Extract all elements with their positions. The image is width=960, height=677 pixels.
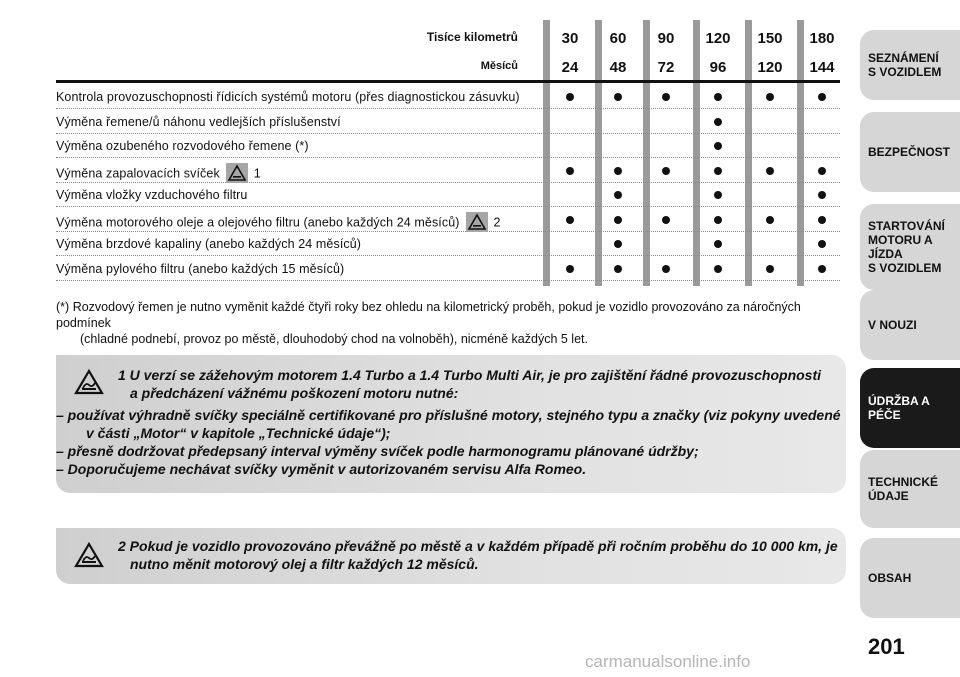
service-dot bbox=[714, 93, 722, 101]
row-label-text: Výměna brzdové kapaliny (anebo každých 24 měsíců) bbox=[56, 237, 362, 251]
months-value: 96 bbox=[709, 59, 727, 76]
row-label bbox=[56, 213, 501, 233]
row-label bbox=[56, 139, 309, 153]
row-ref-number: 1 bbox=[253, 165, 261, 180]
service-dot bbox=[662, 216, 670, 224]
service-dot bbox=[714, 142, 722, 150]
service-dot bbox=[818, 265, 826, 273]
service-dot bbox=[566, 265, 574, 273]
header-km-label: Tisíce kilometrů bbox=[426, 30, 518, 44]
service-dot bbox=[566, 93, 574, 101]
sidebar-tab-label: ÚDAJE bbox=[868, 489, 909, 503]
service-dot bbox=[662, 93, 670, 101]
warning-ref-icon bbox=[226, 163, 248, 183]
footnote-line1: Rozvodový řemen je nutno vyměnit každé čtyři roky bez ohledu na kilometrický proběh, pokud je vozidlo provozováno za náročných podmínek bbox=[56, 300, 801, 330]
months-value: 24 bbox=[561, 59, 579, 76]
sidebar-tab-label: BEZPEČNOST bbox=[868, 145, 951, 159]
months-value: 144 bbox=[809, 59, 835, 76]
sidebar-tab-label: SEZNÁMENÍ bbox=[868, 51, 939, 65]
service-dot bbox=[614, 93, 622, 101]
warning-icon bbox=[74, 369, 104, 395]
km-value: 60 bbox=[609, 30, 627, 47]
sidebar-tab-label: S VOZIDLEM bbox=[868, 261, 942, 275]
note1-bullet3: – Doporučujeme nechávat svíčky vyměnit v autorizovaném servisu Alfa Romeo. bbox=[56, 461, 587, 477]
row-label bbox=[56, 188, 247, 202]
table-row bbox=[56, 256, 840, 281]
service-dot bbox=[614, 240, 622, 248]
page-number: 201 bbox=[868, 634, 905, 659]
service-dot bbox=[566, 216, 574, 224]
table-row bbox=[56, 231, 840, 256]
km-value: 120 bbox=[705, 30, 731, 47]
service-dot bbox=[614, 265, 622, 273]
service-dot bbox=[614, 191, 622, 199]
service-dot bbox=[714, 191, 722, 199]
service-dot bbox=[818, 167, 826, 175]
sidebar-tab-label: TECHNICKÉ bbox=[868, 475, 939, 489]
note-box-1 bbox=[56, 355, 846, 493]
service-dot bbox=[766, 93, 774, 101]
sidebar-tab[interactable] bbox=[860, 204, 960, 290]
service-dot bbox=[566, 167, 574, 175]
months-value: 72 bbox=[657, 59, 675, 76]
row-label bbox=[56, 164, 261, 184]
service-dot bbox=[818, 216, 826, 224]
service-dot bbox=[766, 167, 774, 175]
sidebar-tab[interactable] bbox=[860, 290, 960, 360]
note1-bullet2: – přesně dodržovat předepsaný interval výměny svíček podle harmonogramu plánované údržby; bbox=[56, 443, 699, 459]
sidebar-tab-label: ÚDRŽBA A PÉČE bbox=[868, 394, 930, 422]
service-dot bbox=[662, 265, 670, 273]
sidebar-tab[interactable] bbox=[860, 368, 960, 448]
row-label-text: Výměna řemene/ů náhonu vedlejších příslušenství bbox=[56, 114, 341, 129]
header-rule bbox=[56, 80, 840, 83]
row-label-text: Výměna ozubeného rozvodového řemene (*) bbox=[56, 139, 309, 153]
row-label-text: Výměna pylového filtru (anebo každých 15 měsíců) bbox=[56, 261, 345, 276]
table-row bbox=[56, 158, 840, 183]
service-dot bbox=[818, 191, 826, 199]
note1-bullet1a: – používat výhradně svíčky speciálně certifikované pro příslušné motory, stejného typu a značky (viz pokyny uvedené bbox=[56, 407, 841, 423]
row-ref-number: 2 bbox=[493, 214, 501, 229]
row-label bbox=[56, 115, 341, 129]
km-value: 90 bbox=[657, 30, 675, 47]
footnote-marker: (*) bbox=[56, 300, 70, 314]
service-dot bbox=[714, 118, 722, 126]
service-dot bbox=[714, 265, 722, 273]
sidebar-tab[interactable] bbox=[860, 112, 960, 192]
sidebar-tab-label: V NOUZI bbox=[868, 318, 917, 332]
table-row bbox=[56, 84, 840, 109]
watermark: carmanualsonline.info bbox=[585, 652, 751, 671]
service-dot bbox=[766, 216, 774, 224]
row-label-text: Kontrola provozuschopnosti řídicích systémů motoru (přes diagnostickou zásuvku) bbox=[56, 90, 520, 104]
months-value: 48 bbox=[609, 59, 627, 76]
warning-icon bbox=[74, 542, 104, 568]
note-box-2 bbox=[56, 528, 846, 584]
km-value: 150 bbox=[757, 30, 783, 47]
table-row bbox=[56, 207, 840, 232]
footnote bbox=[56, 299, 846, 347]
note1-title-line1: 1 U verzí se zážehovým motorem 1.4 Turbo a 1.4 Turbo Multi Air, je pro zajištění řádné provozuschopnosti bbox=[118, 367, 822, 383]
sidebar-tab-label: OBSAH bbox=[868, 571, 912, 585]
service-dot bbox=[614, 167, 622, 175]
row-label bbox=[56, 237, 361, 251]
sidebar-tab[interactable] bbox=[860, 450, 960, 528]
table-row bbox=[56, 133, 840, 158]
sidebar-tab-label: S VOZIDLEM bbox=[868, 65, 942, 79]
table-row bbox=[56, 182, 840, 207]
header-months-label: Měsíců bbox=[480, 60, 518, 72]
footnote-line2: (chladné podnebí, provoz po městě, dlouhodobý chod na volnoběh), nicméně každých 5 let. bbox=[80, 332, 588, 346]
row-label bbox=[56, 90, 520, 104]
row-label-text: Výměna zapalovacích svíček bbox=[56, 165, 220, 180]
note1-title-line2: a předcházení vážnému poškození motoru nutné: bbox=[130, 385, 459, 401]
sidebar-tab[interactable] bbox=[860, 538, 960, 618]
service-dot bbox=[662, 167, 670, 175]
service-dot bbox=[818, 240, 826, 248]
row-label-text: Výměna vložky vzduchového filtru bbox=[56, 188, 248, 202]
row-label bbox=[56, 262, 344, 276]
row-label-text: Výměna motorového oleje a olejového filtru (anebo každých 24 měsíců) bbox=[56, 214, 460, 229]
km-value: 30 bbox=[561, 30, 579, 47]
table-row bbox=[56, 109, 840, 134]
months-value: 120 bbox=[757, 59, 783, 76]
service-dot bbox=[714, 216, 722, 224]
sidebar-tab-label: STARTOVÁNÍ bbox=[868, 219, 945, 233]
note1-bullet1b: v části „Motor“ v kapitole „Technické údaje“); bbox=[86, 425, 391, 441]
note2-line1: 2 Pokud je vozidlo provozováno převážně po městě a v každém případě při ročním proběhu do 10 000 km, je bbox=[118, 538, 838, 554]
service-dot bbox=[714, 167, 722, 175]
warning-ref-icon bbox=[466, 212, 488, 232]
km-value: 180 bbox=[809, 30, 835, 47]
service-dot bbox=[818, 93, 826, 101]
sidebar-tab[interactable] bbox=[860, 30, 960, 100]
service-dot bbox=[714, 240, 722, 248]
service-dot bbox=[766, 265, 774, 273]
note2-line2: nutno měnit motorový olej a filtr každých 12 měsíců. bbox=[130, 556, 479, 572]
sidebar-tab-label: MOTORU A JÍZDA bbox=[868, 233, 933, 261]
service-dot bbox=[614, 216, 622, 224]
